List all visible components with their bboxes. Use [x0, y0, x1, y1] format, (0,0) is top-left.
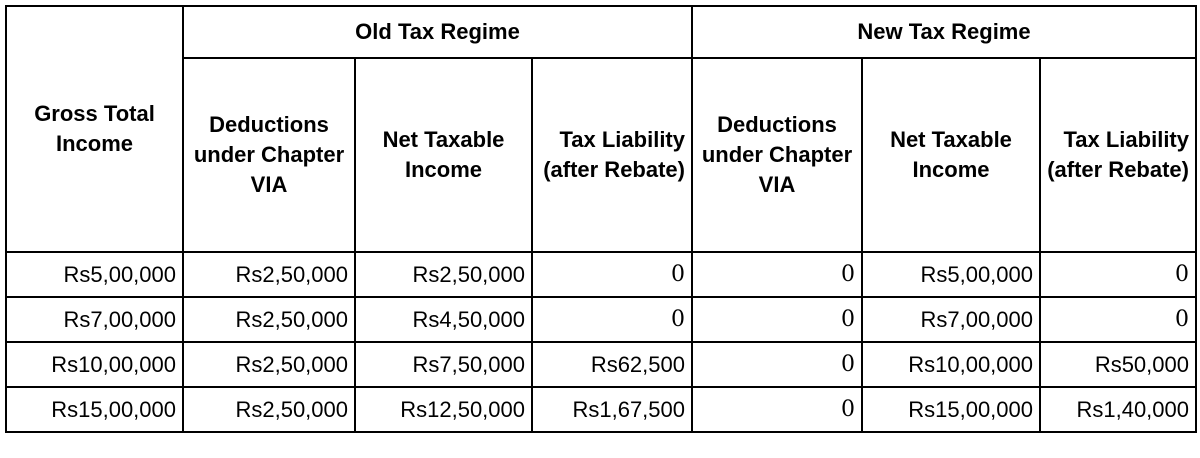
gross-income-cell: Rs5,00,000 — [6, 252, 183, 297]
new-net-taxable-header: Net Taxable Income — [862, 58, 1040, 252]
old-deductions-header: Deductions under Chapter VIA — [183, 58, 355, 252]
new-deductions-cell: 0 — [692, 387, 862, 432]
old-net-taxable-cell: Rs12,50,000 — [355, 387, 532, 432]
tax-regime-comparison-table — [5, 5, 1197, 433]
table-row — [6, 387, 1196, 432]
new-tax-liability-cell: 0 — [1040, 252, 1196, 297]
old-tax-liability-cell: Rs1,67,500 — [532, 387, 692, 432]
old-tax-liability-header: Tax Liability (after Rebate) — [532, 58, 692, 252]
gross-income-cell: Rs10,00,000 — [6, 342, 183, 387]
new-tax-liability-cell: Rs1,40,000 — [1040, 387, 1196, 432]
new-deductions-header: Deductions under Chapter VIA — [692, 58, 862, 252]
old-net-taxable-cell: Rs2,50,000 — [355, 252, 532, 297]
new-net-taxable-cell: Rs7,00,000 — [862, 297, 1040, 342]
new-deductions-cell: 0 — [692, 252, 862, 297]
new-tax-liability-header: Tax Liability (after Rebate) — [1040, 58, 1196, 252]
new-net-taxable-cell: Rs10,00,000 — [862, 342, 1040, 387]
sub-header-row — [6, 58, 1196, 252]
old-tax-liability-cell: 0 — [532, 252, 692, 297]
old-net-taxable-cell: Rs4,50,000 — [355, 297, 532, 342]
old-net-taxable-cell: Rs7,50,000 — [355, 342, 532, 387]
old-tax-liability-cell: Rs62,500 — [532, 342, 692, 387]
new-deductions-cell: 0 — [692, 297, 862, 342]
table-row — [6, 297, 1196, 342]
old-tax-liability-cell: 0 — [532, 297, 692, 342]
new-tax-regime-header: New Tax Regime — [692, 6, 1196, 58]
old-tax-regime-header: Old Tax Regime — [183, 6, 692, 58]
old-deductions-cell: Rs2,50,000 — [183, 252, 355, 297]
old-net-taxable-header: Net Taxable Income — [355, 58, 532, 252]
new-net-taxable-cell: Rs15,00,000 — [862, 387, 1040, 432]
gross-income-cell: Rs15,00,000 — [6, 387, 183, 432]
gross-income-cell: Rs7,00,000 — [6, 297, 183, 342]
table-row — [6, 252, 1196, 297]
new-net-taxable-cell: Rs5,00,000 — [862, 252, 1040, 297]
old-deductions-cell: Rs2,50,000 — [183, 297, 355, 342]
new-deductions-cell: 0 — [692, 342, 862, 387]
table-body — [6, 252, 1196, 432]
new-tax-liability-cell: Rs50,000 — [1040, 342, 1196, 387]
table-row — [6, 342, 1196, 387]
old-deductions-cell: Rs2,50,000 — [183, 387, 355, 432]
group-header-row — [6, 6, 1196, 58]
gross-total-income-header: Gross Total Income — [6, 6, 183, 252]
old-deductions-cell: Rs2,50,000 — [183, 342, 355, 387]
new-tax-liability-cell: 0 — [1040, 297, 1196, 342]
